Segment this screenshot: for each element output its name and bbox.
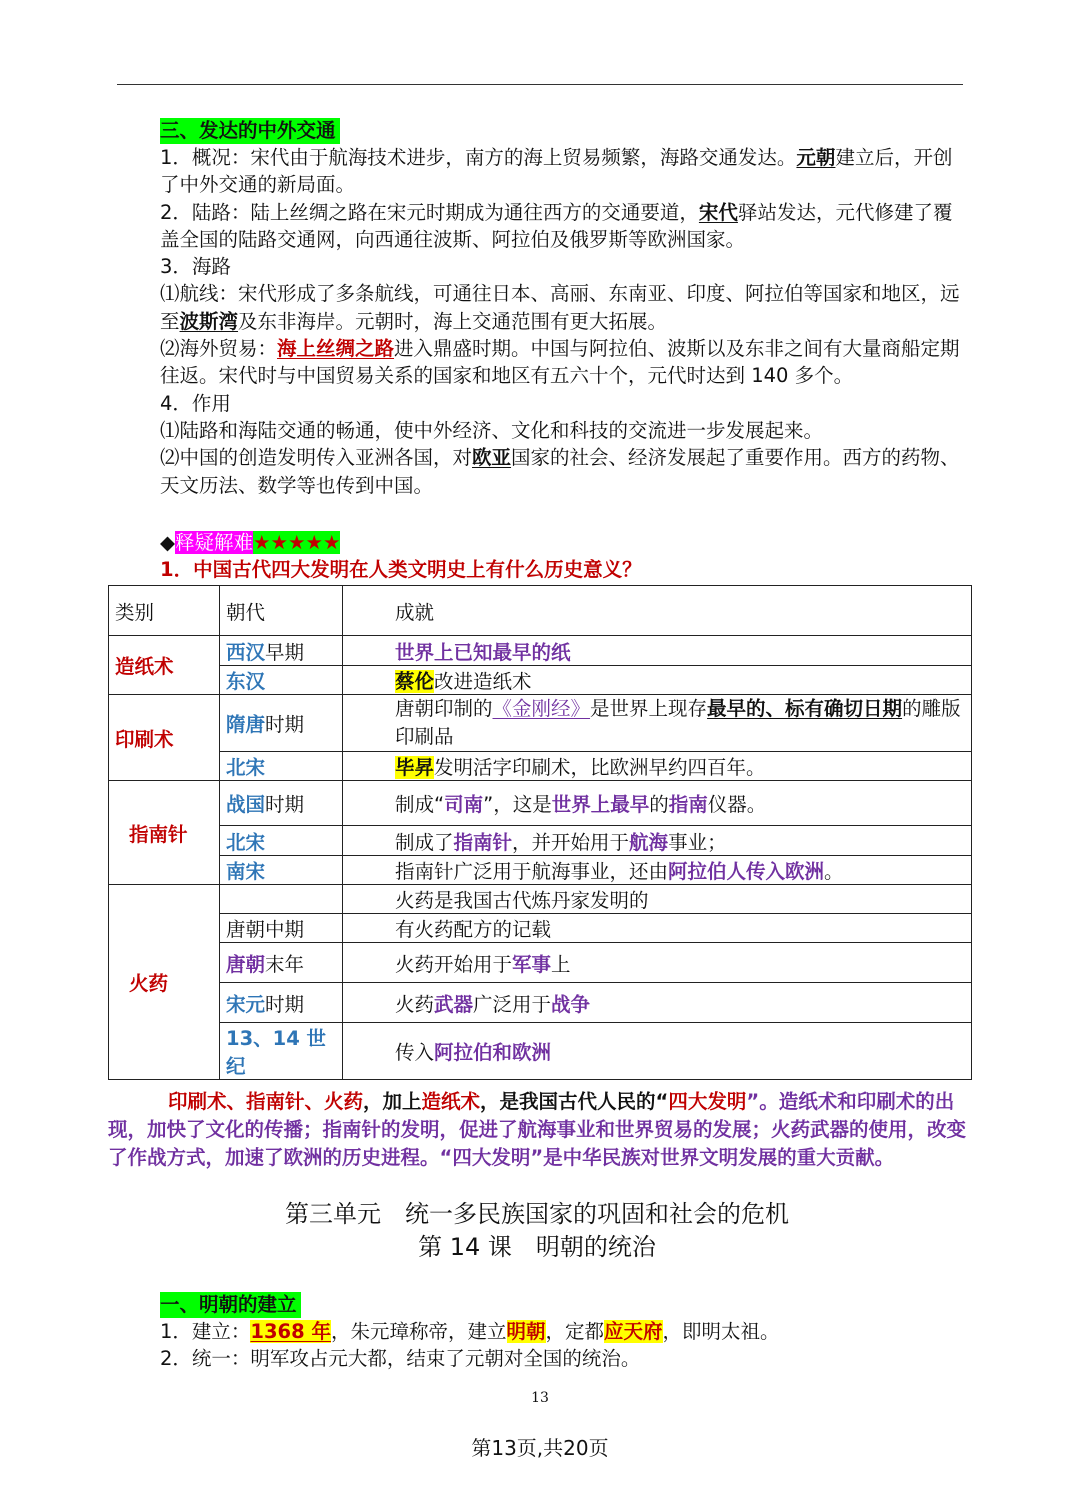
keyword-bi-sheng: 毕昇 (395, 756, 435, 780)
table-row: 北宋 毕昇发明活字印刷术，比欧洲早约四百年。 (109, 752, 972, 781)
section-3-sea-route-heading: 3．海路 (160, 255, 231, 279)
header-achievement: 成就 (343, 586, 972, 636)
section-3-title: 三、发达的中外交通 (160, 118, 340, 144)
star-rating-icon: ★★★★★ (253, 530, 341, 554)
section-3-land-route: 2．陆路：陆上丝绸之路在宋元时期成为通往西方的交通要道，宋代驿站发达，元代修建了覆盖全国的陆路交通网，向西通往波斯、阿拉伯及俄罗斯等欧洲国家。 (160, 200, 953, 251)
page-footer: 第13页,共20页 (471, 1436, 609, 1460)
keyword-diamond-sutra: 《金刚经》 (492, 697, 591, 721)
table-row: 13、14 世纪 传入阿拉伯和欧洲 (109, 1023, 972, 1080)
qa-label: 释疑解难 (175, 530, 254, 554)
table-row: 印刷术 隋唐时期 唐朝印制的《金刚经》是世界上现存最早的、标有确切日期的雕版印刷品 (109, 695, 972, 752)
keyword-eurasia: 欧亚 (472, 446, 512, 470)
four-inventions-summary: 印刷术、指南针、火药，加上造纸术，是我国古代人民的“四大发明”。造纸术和印刷术的出现，加快了文化的传播；指南针的发明，促进了航海事业和世界贸易的发展；火药武器的使用，改变了作战方式，加速了欧洲的历史进程。“四大发明”是中华民族对世界文明发展的重大贡献。 (108, 1090, 967, 1169)
section-3-effect-heading: 4．作用 (160, 391, 231, 415)
four-inventions-table (108, 585, 972, 1080)
header-dynasty: 朝代 (220, 586, 343, 636)
category-compass: 指南针 (109, 781, 220, 885)
table-row: 火药 火药是我国古代炼丹家发明的 (109, 885, 972, 914)
diamond-icon: ◆ (160, 530, 175, 554)
table-row: 东汉 蔡伦改进造纸术 (109, 666, 972, 695)
qa-header (160, 529, 966, 556)
ming-founding: 1．建立：1368 年，朱元璋称帝，建立明朝，定都应天府，即明太祖。 (160, 1319, 780, 1343)
table-header-row (109, 586, 972, 636)
keyword-cai-lun: 蔡伦 (395, 670, 435, 694)
page-content (108, 118, 967, 1372)
section-3-effect-1: ⑴陆路和海陆交通的畅通，使中外经济、文化和科技的交流进一步发展起来。 (160, 418, 824, 442)
lesson-title: 第 14 课 明朝的统治 (418, 1232, 656, 1261)
table-row: 南宋 指南针广泛用于航海事业，还由阿拉伯人传入欧洲。 (109, 856, 972, 885)
page-number: 13 (531, 1390, 549, 1406)
unit-title: 第三单元 统一多民族国家的巩固和社会的危机 (285, 1199, 789, 1228)
section-3-overview: 1．概况：宋代由于航海技术进步，南方的海上贸易频繁，海路交通发达。元朝建立后，开创了中外交通的新局面。 (160, 146, 953, 197)
header-category: 类别 (109, 586, 220, 636)
category-papermaking: 造纸术 (109, 636, 220, 695)
keyword-ming-dynasty: 明朝 (506, 1319, 546, 1343)
table-row: 造纸术 西汉早期 世界上已知最早的纸 (109, 636, 972, 666)
keyword-persian-gulf: 波斯湾 (179, 309, 239, 333)
table-row: 宋元时期 火药武器广泛用于战争 (109, 983, 972, 1023)
keyword-maritime-silk-road: 海上丝绸之路 (277, 337, 395, 361)
table-row: 唐朝中期 有火药配方的记载 (109, 914, 972, 943)
table-row: 指南针 战国时期 制成“司南”，这是世界上最早的指南仪器。 (109, 781, 972, 826)
keyword-yingtianfu: 应天府 (604, 1319, 663, 1343)
keyword-yuan-dynasty: 元朝 (796, 146, 836, 169)
section-3-sea-lanes: ⑴航线：宋代形成了多条航线，可通往日本、高丽、东南亚、印度、阿拉伯等国家和地区，远至波斯湾及东非海岸。元朝时，海上交通范围有更大拓展。 (160, 282, 960, 333)
keyword-song-dynasty: 宋代 (698, 200, 738, 224)
table-row: 北宋 制成了指南针，并开始用于航海事业； (109, 826, 972, 856)
section-1-title: 一、明朝的建立 (160, 1292, 301, 1318)
category-gunpowder: 火药 (109, 885, 220, 1080)
ming-unification: 2．统一：明军攻占元大都，结束了元朝对全国的统治。 (160, 1346, 641, 1370)
section-3-effect-2: ⑵中国的创造发明传入亚洲各国，对欧亚国家的社会、经济发展起了重要作用。西方的药物、天文历法、数学等也传到中国。 (160, 446, 960, 497)
header-rule (117, 84, 963, 85)
category-printing: 印刷术 (109, 695, 220, 781)
section-3-overseas-trade: ⑵海外贸易：海上丝绸之路进入鼎盛时期。中国与阿拉伯、波斯以及东非之间有大量商船定期往返。宋代时与中国贸易关系的国家和地区有五六十个，元代时达到 140 多个。 (160, 337, 960, 388)
table-row: 唐朝末年 火药开始用于军事上 (109, 943, 972, 983)
qa-question: 1．中国古代四大发明在人类文明史上有什么历史意义？ (160, 558, 642, 582)
keyword-1368: 1368 年 (250, 1319, 331, 1343)
